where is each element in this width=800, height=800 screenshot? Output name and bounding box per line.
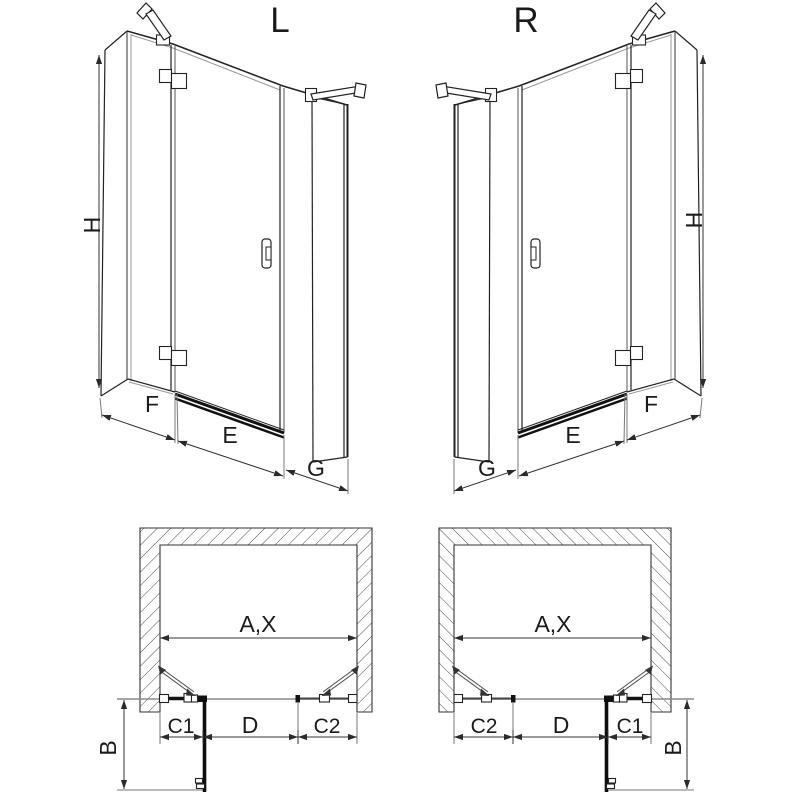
left-version-title: L xyxy=(270,1,290,40)
height-dim-label-right3d: H xyxy=(681,211,707,229)
fixed-width-dim-label-left3d: F xyxy=(144,391,160,417)
left-version-3d-drawing xyxy=(99,3,366,494)
left-plan-labels xyxy=(95,611,340,756)
right-version-plan-drawing xyxy=(439,528,694,792)
height-dim-label-left3d: H xyxy=(79,216,105,234)
right-3d-labels xyxy=(478,1,707,481)
left-version-plan-drawing xyxy=(117,528,372,792)
depth-dim-label-leftplan: B xyxy=(95,740,121,756)
side-panel-dim-label-right3d: G xyxy=(478,455,496,481)
total-width-dim-label-leftplan: A,X xyxy=(239,611,277,637)
c2-dim-label-leftplan: C2 xyxy=(313,715,341,738)
d-dim-label-leftplan: D xyxy=(241,712,259,738)
c1-dim-label-rightplan: C1 xyxy=(616,715,644,738)
depth-dim-label-rightplan: B xyxy=(660,740,686,756)
right-version-title: R xyxy=(513,1,539,40)
right-version-3d-drawing xyxy=(436,3,703,494)
fixed-width-dim-label-right3d: F xyxy=(643,391,659,417)
side-panel-dim-label-left3d: G xyxy=(307,455,325,481)
d-dim-label-rightplan: D xyxy=(552,712,570,738)
door-width-dim-label-right3d: E xyxy=(565,422,581,448)
door-width-dim-label-left3d: E xyxy=(222,422,238,448)
total-width-dim-label-rightplan: A,X xyxy=(534,611,572,637)
c2-dim-label-rightplan: C2 xyxy=(470,715,498,738)
c1-dim-label-leftplan: C1 xyxy=(167,715,195,738)
